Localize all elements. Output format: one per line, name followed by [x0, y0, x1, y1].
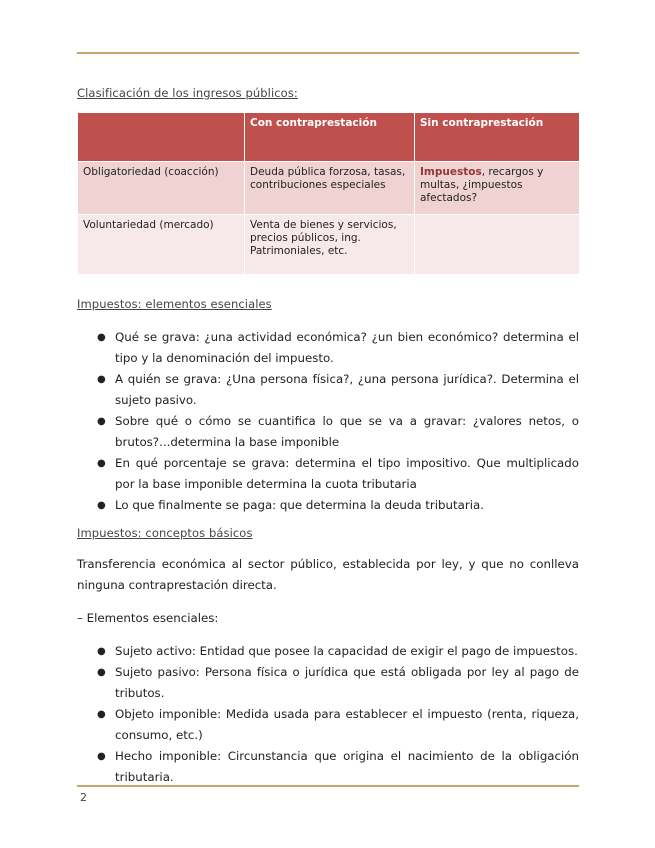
bullet-icon: ●: [97, 374, 106, 385]
bullet-icon: ●: [97, 332, 106, 343]
cell-con: Deuda pública forzosa, tasas, contribuciones especiales: [245, 162, 415, 215]
list-item: ● Sujeto pasivo: Persona física o jurídica que está obligada por ley al pago de tributos.: [77, 662, 579, 704]
bullet-icon: ●: [97, 500, 106, 511]
table-header-row: [78, 113, 580, 162]
list-item: ● Hecho imponible: Circunstancia que origina el nacimiento de la obligación tributaria.: [77, 746, 579, 788]
bullet-icon: ●: [97, 458, 106, 469]
heading-clasificacion: Clasificación de los ingresos públicos:: [77, 86, 298, 100]
row-label: Obligatoriedad (coacción): [78, 162, 245, 215]
list-item: ● Qué se grava: ¿una actividad económica? ¿un bien económico? determina el tipo y la denominación del impuesto.: [77, 327, 579, 369]
list-item: ● Sobre qué o cómo se cuantifica lo que se va a gravar: ¿valores netos, o brutos?...determina la base imponible: [77, 411, 579, 453]
footer-rule: [77, 785, 579, 787]
conceptos-list: [77, 641, 579, 788]
bullet-icon: ●: [97, 416, 106, 427]
elementos-label: – Elementos esenciales:: [77, 611, 219, 625]
cell-con: Venta de bienes y servicios, precios públicos, ing. Patrimoniales, etc.: [245, 215, 415, 275]
list-item: ● A quién se grava: ¿Una persona física?, ¿una persona jurídica?. Determina el sujeto pasivo.: [77, 369, 579, 411]
bullet-icon: ●: [97, 751, 106, 762]
row-label: Voluntariedad (mercado): [78, 215, 245, 275]
bullet-icon: ●: [97, 646, 106, 657]
heading-conceptos: Impuestos: conceptos básicos: [77, 526, 253, 540]
bullet-icon: ●: [97, 667, 106, 678]
page-content: [77, 84, 579, 788]
table-header-con: Con contraprestación: [245, 113, 415, 162]
table-row: [78, 162, 580, 215]
cell-sin: [415, 215, 580, 275]
header-rule: [77, 52, 579, 54]
bullet-icon: ●: [97, 709, 106, 720]
list-item: ● Objeto imponible: Medida usada para establecer el impuesto (renta, riqueza, consumo, etc.): [77, 704, 579, 746]
table-row: [78, 215, 580, 275]
cell-sin: Impuestos, recargos y multas, ¿impuestos afectados?: [415, 162, 580, 215]
list-item: ● En qué porcentaje se grava: determina el tipo impositivo. Que multiplicado por la base imponible determina la cuota tributaria: [77, 453, 579, 495]
ingresos-table: [77, 112, 580, 275]
impuestos-highlight: Impuestos: [420, 166, 482, 178]
elementos-list: [77, 327, 579, 516]
table-header-sin: Sin contraprestación: [415, 113, 580, 162]
heading-elementos: Impuestos: elementos esenciales: [77, 297, 272, 311]
list-item: ● Sujeto activo: Entidad que posee la capacidad de exigir el pago de impuestos.: [77, 641, 579, 662]
table-header-empty: [78, 113, 245, 162]
list-item: ● Lo que finalmente se paga: que determina la deuda tributaria.: [77, 495, 579, 516]
definicion-paragraph: Transferencia económica al sector público, establecida por ley, y que no conlleva ninguna contraprestación directa.: [77, 557, 579, 592]
page-number: 2: [80, 791, 87, 804]
